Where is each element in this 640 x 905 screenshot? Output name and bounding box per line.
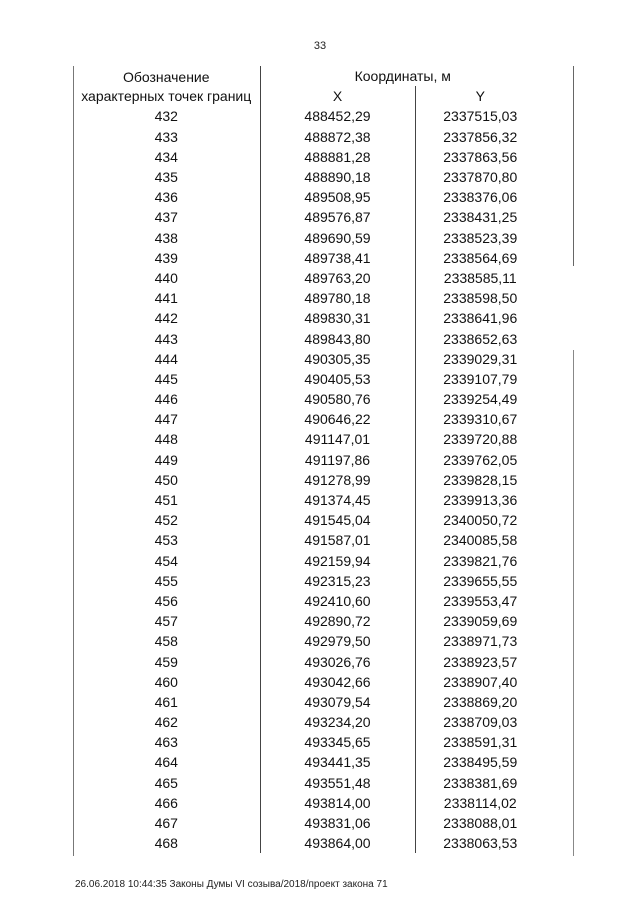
table-row — [73, 127, 545, 147]
table-row — [73, 591, 545, 611]
point-cell: 454 — [73, 551, 260, 571]
point-cell: 442 — [73, 308, 260, 328]
table-right-rule — [573, 66, 574, 266]
y-cell: 2339254,49 — [443, 391, 518, 408]
x-cell: 492159,94 — [260, 551, 415, 571]
y-cell: 2338523,39 — [443, 229, 518, 246]
point-cell: 432 — [73, 106, 260, 126]
x-cell: 493026,76 — [260, 651, 415, 671]
y-cell: 2337856,32 — [443, 128, 518, 145]
x-cell: 489508,95 — [260, 187, 415, 207]
y-cell: 2338063,53 — [443, 835, 518, 852]
x-cell: 493345,65 — [260, 732, 415, 752]
point-cell: 440 — [73, 268, 260, 288]
y-cell: 2339059,69 — [443, 613, 518, 630]
y-cell: 2339310,67 — [443, 411, 518, 428]
table-row — [73, 187, 545, 207]
document-footer: 26.06.2018 10:44:35 Законы Думы VI созыва/2018/проект закона 71 — [75, 879, 388, 890]
point-cell: 466 — [73, 793, 260, 813]
point-cell: 446 — [73, 389, 260, 409]
table-row — [73, 167, 545, 187]
x-cell: 491587,01 — [260, 530, 415, 550]
x-cell: 492315,23 — [260, 571, 415, 591]
header-x: X — [260, 86, 415, 106]
x-cell: 493551,48 — [260, 773, 415, 793]
x-cell: 490580,76 — [260, 389, 415, 409]
y-cell: 2338585,11 — [443, 269, 517, 286]
point-cell: 445 — [73, 369, 260, 389]
y-cell: 2338907,40 — [443, 673, 518, 690]
y-cell: 2337870,80 — [443, 169, 518, 186]
table-row — [73, 429, 545, 449]
table-row — [73, 692, 545, 712]
y-cell: 2338641,96 — [443, 310, 518, 327]
table-row — [73, 470, 545, 490]
point-cell: 464 — [73, 752, 260, 772]
table-row — [73, 813, 545, 833]
table-row — [73, 611, 545, 631]
x-cell: 489690,59 — [260, 228, 415, 248]
x-cell: 491374,45 — [260, 490, 415, 510]
table-row — [73, 530, 545, 550]
y-cell: 2338114,02 — [443, 794, 517, 811]
point-cell: 436 — [73, 187, 260, 207]
x-cell: 489843,80 — [260, 328, 415, 348]
x-cell: 488872,38 — [260, 127, 415, 147]
table-row — [73, 672, 545, 692]
point-cell: 449 — [73, 450, 260, 470]
table-row — [73, 631, 545, 651]
table-row — [73, 248, 545, 268]
x-cell: 491278,99 — [260, 470, 415, 490]
y-cell: 2338869,20 — [443, 693, 518, 710]
point-cell: 460 — [73, 672, 260, 692]
header-y: Y — [475, 88, 485, 105]
table-right-rule-lower — [573, 350, 574, 856]
y-cell: 2338564,69 — [443, 249, 518, 266]
point-cell: 451 — [73, 490, 260, 510]
x-cell: 493234,20 — [260, 712, 415, 732]
x-cell: 493814,00 — [260, 793, 415, 813]
table-row — [73, 228, 545, 248]
page-number: 33 — [313, 40, 327, 52]
y-cell: 2338598,50 — [443, 290, 518, 307]
point-cell: 434 — [73, 147, 260, 167]
x-cell: 492890,72 — [260, 611, 415, 631]
table-row — [73, 106, 545, 126]
table-row — [73, 510, 545, 530]
y-cell: 2340050,72 — [443, 512, 518, 529]
y-cell: 2338376,06 — [443, 189, 518, 206]
point-cell: 458 — [73, 631, 260, 651]
x-cell: 492979,50 — [260, 631, 415, 651]
y-cell: 2339821,76 — [443, 552, 518, 569]
table-row — [73, 752, 545, 772]
point-cell: 448 — [73, 429, 260, 449]
y-cell: 2338088,01 — [443, 815, 518, 832]
table-row — [73, 651, 545, 671]
y-cell: 2339913,36 — [443, 492, 518, 509]
table-row — [73, 288, 545, 308]
point-cell: 455 — [73, 571, 260, 591]
x-cell: 491197,86 — [260, 450, 415, 470]
y-cell: 2339107,79 — [443, 370, 518, 387]
x-cell: 489576,87 — [260, 207, 415, 227]
y-cell: 2338709,03 — [443, 714, 518, 731]
x-cell: 490405,53 — [260, 369, 415, 389]
point-cell: 463 — [73, 732, 260, 752]
y-cell: 2338923,57 — [443, 653, 518, 670]
table-row — [73, 369, 545, 389]
table-row — [73, 490, 545, 510]
y-cell: 2338591,31 — [443, 734, 518, 751]
x-cell: 489780,18 — [260, 288, 415, 308]
table-row — [73, 147, 545, 167]
point-cell: 467 — [73, 813, 260, 833]
point-cell: 441 — [73, 288, 260, 308]
x-cell: 493864,00 — [260, 833, 415, 853]
y-cell: 2338381,69 — [443, 774, 518, 791]
y-cell: 2340085,58 — [443, 532, 518, 549]
point-cell: 456 — [73, 591, 260, 611]
point-cell: 468 — [73, 833, 260, 853]
table-row — [73, 833, 545, 853]
point-cell: 450 — [73, 470, 260, 490]
point-cell: 438 — [73, 228, 260, 248]
y-cell: 2339720,88 — [443, 431, 518, 448]
table-row — [73, 409, 545, 429]
y-cell: 2338431,25 — [443, 209, 518, 226]
x-cell: 493042,66 — [260, 672, 415, 692]
y-cell: 2338652,63 — [443, 330, 518, 347]
x-cell: 490305,35 — [260, 349, 415, 369]
point-cell: 459 — [73, 651, 260, 671]
table-row — [73, 349, 545, 369]
y-cell: 2337863,56 — [443, 148, 518, 165]
point-cell: 447 — [73, 409, 260, 429]
y-cell: 2339828,15 — [443, 471, 518, 488]
table-row — [73, 389, 545, 409]
x-cell: 490646,22 — [260, 409, 415, 429]
x-cell: 492410,60 — [260, 591, 415, 611]
table-body — [73, 106, 545, 853]
table-row — [73, 773, 545, 793]
table-row — [73, 268, 545, 288]
point-cell: 433 — [73, 127, 260, 147]
point-cell: 452 — [73, 510, 260, 530]
x-cell: 489830,31 — [260, 308, 415, 328]
x-cell: 488881,28 — [260, 147, 415, 167]
y-cell: 2339655,55 — [443, 572, 518, 589]
coordinates-table — [73, 66, 545, 853]
point-cell: 443 — [73, 328, 260, 348]
y-cell: 2337515,03 — [443, 108, 518, 125]
table-row — [73, 207, 545, 227]
x-cell: 489763,20 — [260, 268, 415, 288]
table-row — [73, 571, 545, 591]
point-cell: 462 — [73, 712, 260, 732]
y-cell: 2338495,59 — [443, 754, 518, 771]
x-cell: 491545,04 — [260, 510, 415, 530]
x-cell: 491147,01 — [260, 429, 415, 449]
x-cell: 488452,29 — [260, 106, 415, 126]
table-row — [73, 450, 545, 470]
point-cell: 457 — [73, 611, 260, 631]
point-cell: 439 — [73, 248, 260, 268]
table-row — [73, 308, 545, 328]
x-cell: 493079,54 — [260, 692, 415, 712]
x-cell: 489738,41 — [260, 248, 415, 268]
x-cell: 488890,18 — [260, 167, 415, 187]
table-row — [73, 551, 545, 571]
point-cell: 453 — [73, 530, 260, 550]
y-cell: 2339762,05 — [443, 451, 518, 468]
table-row — [73, 712, 545, 732]
header-coordinates: Координаты, м — [354, 68, 451, 85]
x-cell: 493441,35 — [260, 752, 415, 772]
y-cell: 2339029,31 — [443, 350, 518, 367]
point-cell: 444 — [73, 349, 260, 369]
y-cell: 2339553,47 — [443, 592, 518, 609]
point-cell: 465 — [73, 773, 260, 793]
header-point-designation — [73, 66, 260, 106]
header-point-line2: характерных точек границ — [81, 88, 252, 105]
table-row — [73, 328, 545, 348]
table-row — [73, 793, 545, 813]
y-cell: 2338971,73 — [443, 633, 518, 650]
table-row — [73, 732, 545, 752]
point-cell: 435 — [73, 167, 260, 187]
header-point-line1: Обозначение — [122, 69, 210, 86]
point-cell: 461 — [73, 692, 260, 712]
point-cell: 437 — [73, 207, 260, 227]
x-cell: 493831,06 — [260, 813, 415, 833]
